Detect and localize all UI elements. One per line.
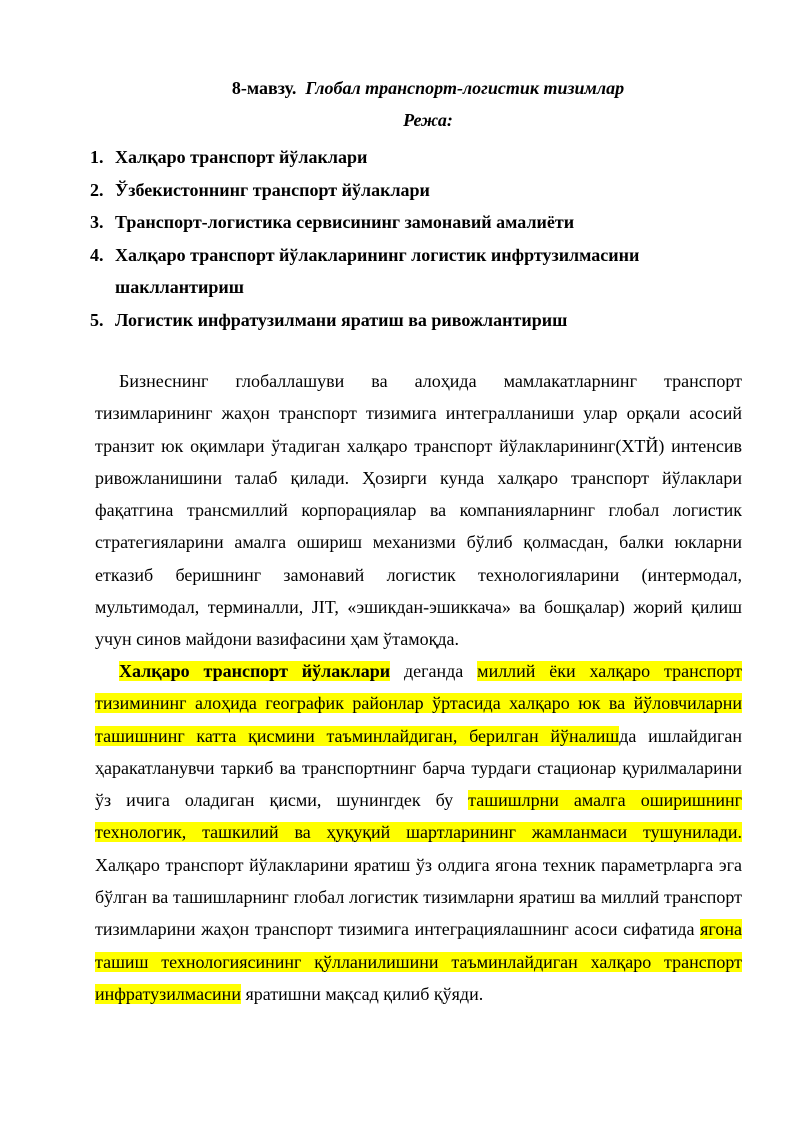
plan-item (90, 304, 750, 337)
plan-item-number: 4. (90, 244, 104, 265)
plan-item-text: Халқаро транспорт йўлаклари (115, 147, 368, 167)
topic-title: Глобал транспорт-логистик тизимлар (305, 78, 625, 98)
body-paragraph-1 (95, 365, 742, 656)
paragraph-2-text: яратишни мақсад қилиб қўяди. (240, 983, 484, 1004)
plan-item (90, 174, 750, 207)
highlighted-conditions: ташишлрни амалга оширишнинг технологик, ташкилий ва ҳуқуқий шартларининг жамланмаси тушунилади. (95, 790, 742, 843)
page-title (0, 76, 800, 100)
plan-item-text: Халқаро транспорт йўлакларининг логистик инфртузилмасини шакллантириш (115, 244, 640, 297)
plan-item-number: 5. (90, 309, 104, 330)
plan-list (90, 141, 750, 336)
topic-number: 8-мавзу. (231, 78, 297, 98)
plan-item-text: Ўзбекистоннинг транспорт йўлаклари (115, 179, 430, 200)
paragraph-1-text: Бизнеснинг глобаллашуви ва алоҳида мамлакатларнинг транспорт тизимларининг жаҳон транспорт тизимига интегралланиши улар орқали асосий транзит юк оқимлари ўтадиган халқаро транспорт йўлакларининг(ХТЙ) интенсив ривожланишини талаб қилади. Ҳозирги кунда халқаро транспорт йўлаклари фақатгина трансмиллий корпорациялар ва компанияларнинг глобал логистик стратегияларини амалга ошириш механизми бўлиб қолмасдан, балки юкларни етказиб беришнинг замонавий логистик технологияларини (интермодал, мультимодал, терминалли, JIT, «эшикдан-эшиккача» ва бошқалар) жорий қилиш учун синов майдони вазифасини ҳам ўтамоқда. (95, 371, 742, 650)
plan-item-text: Транспорт-логистика сервисининг замонавий амалиёти (115, 212, 575, 232)
body-paragraph-2 (95, 655, 742, 1010)
plan-item (90, 206, 750, 239)
plan-item (90, 239, 750, 304)
paragraph-2-text: деганда (390, 661, 478, 681)
highlighted-infrastructure: ягона ташиш технологиясининг қўлланилишини таъминлайдиган халқаро транспорт инфратузилмасини (95, 919, 742, 1004)
highlighted-term: Халқаро транспорт йўлаклари (119, 661, 391, 681)
plan-item-number: 1. (90, 147, 104, 167)
highlighted-definition: миллий ёки халқаро транспорт тизимининг алоҳида географик районлар ўртасида халқаро юк ва йўловчиларни ташишнинг катта қисмини таъминлайдиган, берилган йўналиш (95, 661, 742, 746)
plan-item-number: 2. (90, 179, 104, 200)
plan-item-number: 3. (90, 212, 104, 232)
plan-item (90, 141, 750, 174)
paragraph-2-text: Халқаро транспорт йўлакларини яратиш ўз олдига ягона техник параметрларга эга бўлган ва ташишларнинг глобал логистик тизимларни яратиш ва миллий транспорт тизимларини жаҳон транспорт тизимига интеграциялашнинг асоси сифатида (95, 854, 742, 940)
plan-item-text: Логистик инфратузилмани яратиш ва ривожлантириш (115, 309, 568, 330)
plan-heading: Режа: (403, 110, 453, 130)
paragraph-2-text: да ишлайдиган ҳаракатланувчи таркиб ва транспортнинг барча турдаги стационар қурилмаларини ўз ичига оладиган қисми, шунингдек бу (95, 725, 742, 811)
